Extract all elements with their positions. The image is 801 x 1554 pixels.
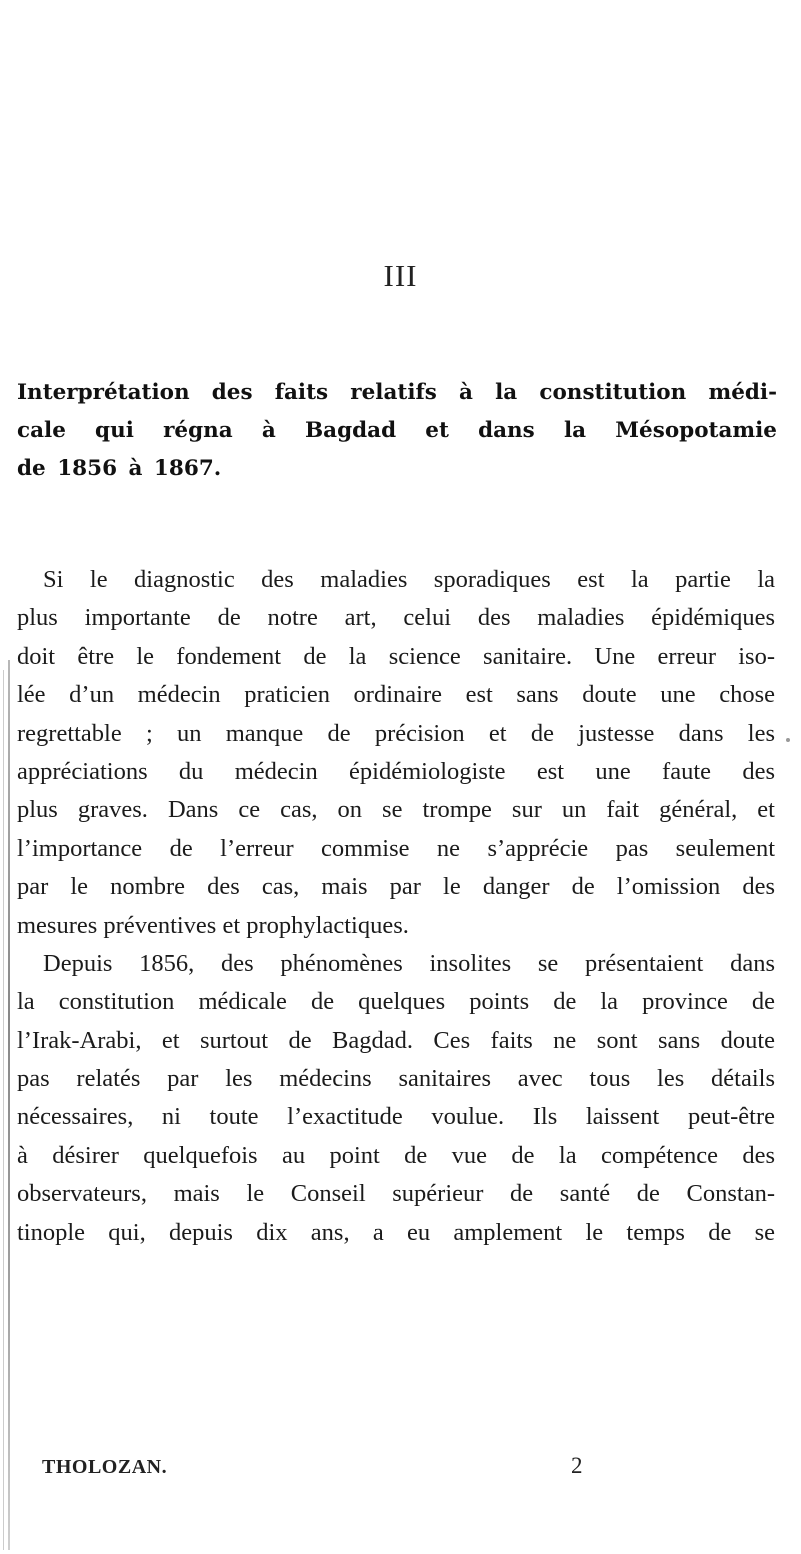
body-text: [17, 561, 775, 1252]
print-speck: [786, 738, 790, 742]
text-line: à désirer quelquefois au point de vue de la compétence des: [17, 1141, 775, 1169]
text-line: appréciations du médecin épidémiologiste est une faute des: [17, 757, 775, 785]
text-line: tinople qui, depuis dix ans, a eu amplement le temps de se: [17, 1218, 775, 1246]
text-line: mesures préventives et prophylactiques.: [17, 911, 409, 939]
page-edge-shadow: [3, 670, 4, 1550]
signature-number: 2: [571, 1453, 583, 1478]
text-line: l’importance de l’erreur commise ne s’apprécie pas seulement: [17, 834, 775, 862]
text-line: lée d’un médecin praticien ordinaire est sans doute une chose: [17, 681, 775, 709]
text-line: observateurs, mais le Conseil supérieur de santé de Constan-: [17, 1180, 775, 1208]
text-line: la constitution médicale de quelques points de la province de: [17, 988, 775, 1016]
text-line: nécessaires, ni toute l’exactitude voulue. Ils laissent peut-être: [17, 1103, 775, 1131]
text-line: plus importante de notre art, celui des maladies épidémiques: [17, 604, 775, 632]
text-line: doit être le fondement de la science sanitaire. Une erreur iso-: [17, 642, 775, 670]
section-heading: [17, 374, 777, 488]
chapter-number: III: [383, 258, 418, 293]
text-line: l’Irak-Arabi, et surtout de Bagdad. Ces faits ne sont sans doute: [17, 1026, 775, 1054]
heading-line: Interprétation des faits relatifs à la constitution médi-: [17, 380, 777, 405]
text-line: plus graves. Dans ce cas, on se trompe sur un fait général, et: [17, 796, 775, 824]
heading-line: cale qui régna à Bagdad et dans la Mésopotamie: [17, 418, 777, 443]
signature-mark: THOLOZAN.: [42, 1456, 168, 1478]
text-line: Si le diagnostic des maladies sporadiques est la partie la: [43, 566, 775, 593]
page-gutter-line: [8, 660, 10, 1550]
text-line: pas relatés par les médecins sanitaires avec tous les détails: [17, 1065, 775, 1093]
text-line: par le nombre des cas, mais par le danger de l’omission des: [17, 873, 775, 901]
text-line: regrettable ; un manque de précision et de justesse dans les: [17, 719, 775, 747]
text-line: Depuis 1856, des phénomènes insolites se présentaient dans: [43, 949, 775, 977]
heading-line: de 1856 à 1867.: [17, 456, 222, 481]
